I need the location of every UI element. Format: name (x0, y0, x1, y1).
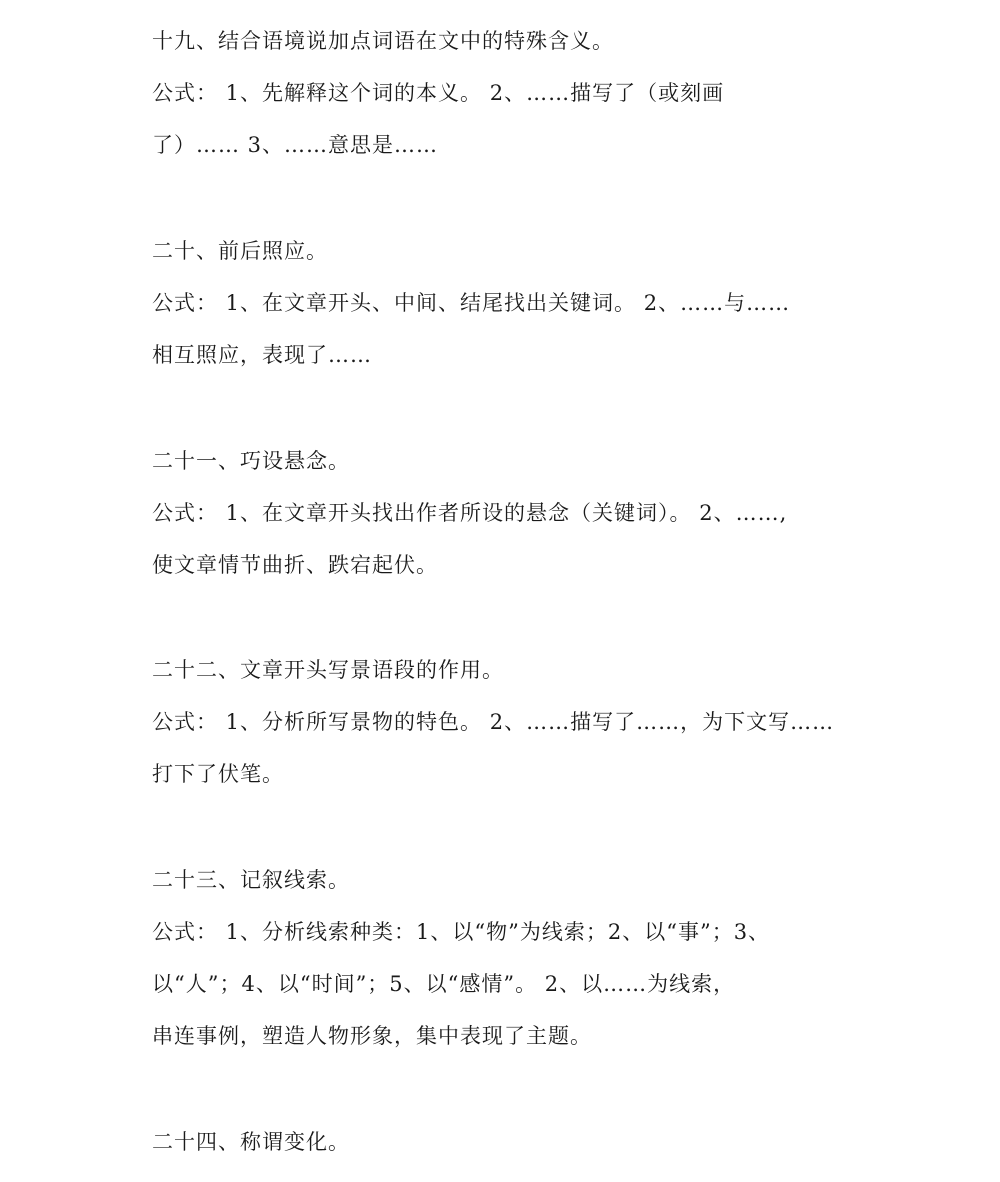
formula-line: 公式： 1、在文章开头找出作者所设的悬念（关键词）。 2、……, (152, 501, 788, 525)
section-heading: 二十四、称谓变化。 (152, 1130, 350, 1154)
formula-line: 了）…… 3、……意思是…… (152, 133, 439, 157)
section-heading: 二十三、记叙线索。 (152, 868, 350, 892)
formula-line: 使文章情节曲折、跌宕起伏。 (152, 553, 438, 577)
formula-line: 相互照应，表现了…… (152, 343, 372, 367)
section-heading: 二十、前后照应。 (152, 239, 328, 263)
formula-line: 公式： 1、在文章开头、中间、结尾找出关键词。 2、……与…… (152, 291, 791, 315)
formula-line: 打下了伏笔。 (152, 762, 284, 786)
section-heading: 二十二、文章开头写景语段的作用。 (152, 658, 504, 682)
formula-line: 公式： 1、分析所写景物的特色。 2、……描写了……，为下文写…… (152, 710, 835, 734)
formula-line: 串连事例，塑造人物形象，集中表现了主题。 (152, 1024, 592, 1048)
formula-line: 公式： 1、先解释这个词的本义。 2、……描写了（或刻画 (152, 81, 725, 105)
formula-line: 公式： 1、分析线索种类：1、以“物”为线索；2、以“事”；3、 (152, 920, 771, 944)
formula-line: 以“人”；4、以“时间”；5、以“感情”。 2、以……为线索， (152, 972, 736, 996)
section-heading: 二十一、巧设悬念。 (152, 449, 350, 473)
section-heading: 十九、结合语境说加点词语在文中的特殊含义。 (152, 29, 614, 53)
